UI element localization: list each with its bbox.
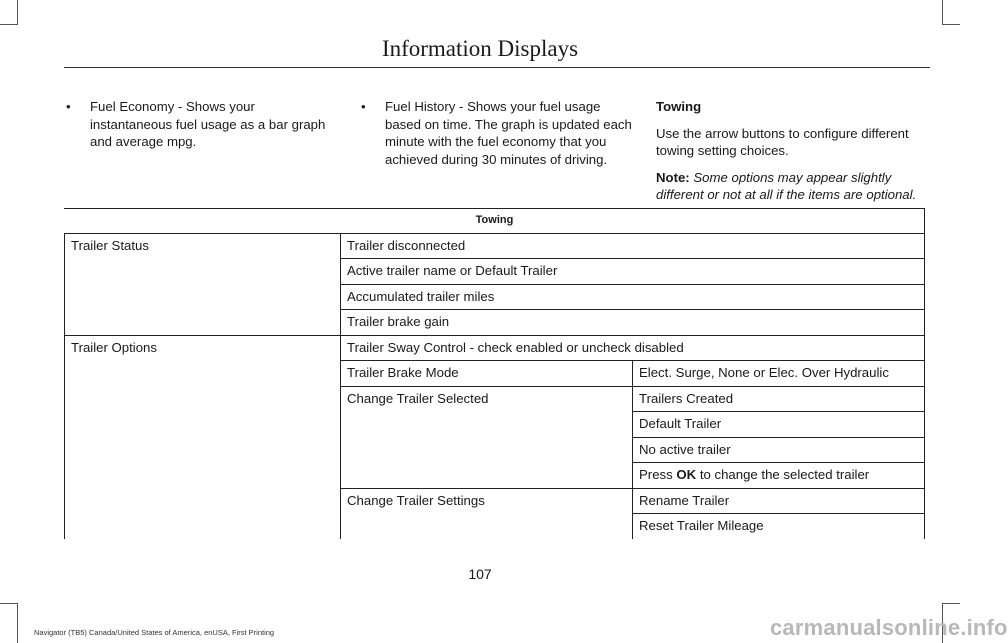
ok-key: OK — [676, 467, 697, 482]
column-3 — [656, 98, 930, 213]
table-row-label: Trailer Options — [64, 335, 340, 360]
crop-mark — [942, 0, 943, 25]
table-cell: Trailers Created — [632, 386, 925, 411]
table-cell — [632, 462, 925, 487]
crop-mark — [942, 24, 960, 25]
note-text: Some options may appear slightly different or not at all if the items are optional. — [656, 169, 917, 202]
bullet-glyph: • — [361, 99, 366, 114]
bullet-glyph: • — [66, 99, 71, 114]
table-title: Towing — [64, 208, 925, 234]
crop-mark — [0, 24, 18, 25]
table-cell: Elect. Surge, None or Elec. Over Hydraulic — [632, 360, 925, 385]
table-cell: Accumulated trailer miles — [340, 284, 925, 309]
section-text: Use the arrow buttons to configure different towing setting choices. — [656, 125, 909, 158]
table-sub-label: Change Trailer Selected — [340, 386, 632, 411]
header-rule — [64, 67, 930, 68]
bullet-text: Fuel History - Shows your fuel usage based on time. The graph is updated each minute with the fuel economy that you achieved during 30 minutes of driving. — [385, 99, 632, 167]
table-row-label: Trailer Status — [64, 233, 340, 258]
towing-table — [64, 208, 925, 539]
footer-text: Navigator (TB5) Canada/United States of America, enUSA, First Printing — [34, 628, 275, 637]
table-cell: No active trailer — [632, 437, 925, 462]
table-cell: Default Trailer — [632, 411, 925, 436]
table-cell: Trailer disconnected — [340, 233, 925, 258]
column-2 — [361, 98, 636, 168]
table-sub-label: Change Trailer Settings — [340, 488, 632, 513]
bullet-item — [361, 98, 636, 168]
table-cell: Trailer Sway Control - check enabled or uncheck disabled — [340, 335, 925, 360]
page-header-title: Information Displays — [381, 36, 579, 61]
note — [656, 169, 930, 204]
note-label: Note: — [656, 169, 690, 185]
table-cell: Active trailer name or Default Trailer — [340, 258, 925, 283]
table-border — [632, 360, 633, 539]
press-prefix: Press — [639, 467, 677, 482]
crop-mark — [942, 603, 960, 604]
bullet-item — [66, 98, 338, 151]
table-sub-label: Trailer Brake Mode — [340, 360, 632, 385]
table-border — [924, 208, 925, 539]
table-border — [64, 233, 65, 539]
table-cell: Trailer brake gain — [340, 309, 925, 334]
column-1 — [66, 98, 338, 151]
crop-mark — [0, 603, 18, 604]
section-heading: Towing — [656, 99, 702, 114]
press-suffix: to change the selected trailer — [696, 467, 870, 482]
page-number: 107 — [468, 566, 492, 582]
bullet-text: Fuel Economy - Shows your instantaneous fuel usage as a bar graph and average mpg. — [90, 99, 326, 149]
watermark: carmanualsonline.info — [770, 615, 1008, 640]
table-cell: Rename Trailer — [632, 488, 925, 513]
table-cell: Reset Trailer Mileage — [632, 513, 925, 538]
table-border — [340, 233, 341, 539]
crop-mark — [17, 603, 18, 643]
crop-mark — [17, 0, 18, 25]
